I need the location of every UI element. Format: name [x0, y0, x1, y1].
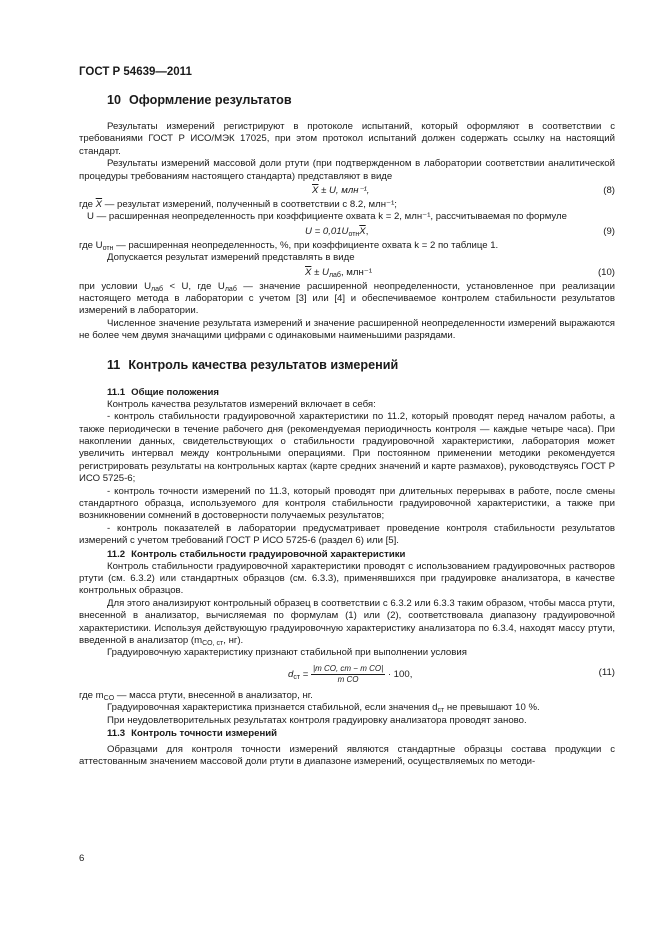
- paragraph: При неудовлетворительных результатах контроля градуировку анализатора проводят заново.: [107, 714, 527, 726]
- paragraph: Допускается результат измерений представлять в виде: [107, 252, 355, 264]
- fraction: [311, 664, 385, 685]
- formula-9: $U = 0,01U_{отн}\overline{X}$, (9): [305, 225, 615, 238]
- paragraph: Результаты измерений массовой доли ртути (при подтвержденном в лаборатории соответствии аналитической процедуры требованиям настоящего стандарта) представляют в виде: [79, 158, 615, 182]
- definition: где $\overline{X}$ — результат измерений, полученный в соответствии с 8.2, млн⁻¹;: [79, 199, 397, 211]
- paragraph: Градуировочная характеристика признается стабильной, если значения $d_{ст}$ не превышают 10 %.: [107, 702, 540, 715]
- formula-number: (9): [603, 225, 615, 237]
- subsection-11-1-heading: 11.1 Общие положения: [107, 386, 219, 398]
- definition: где $m_{CO}$ — масса ртути, внесенной в анализатор, нг.: [79, 689, 313, 702]
- formula-number: (8): [603, 185, 615, 197]
- fraction-numerator: |m CO, ст − m CO|: [313, 663, 384, 673]
- section-title: Оформление результатов: [129, 93, 292, 107]
- formula-8: [79, 183, 615, 199]
- paragraph: Для этого анализируют контрольный образец в соответствии с 6.3.2 или 6.3.3 таким образом, чтобы масса ртути, внесенной в анализатор, вычисляемая по формулам (1) или (2), соответствовала диапазону градуировочной характеристики. Используя действующую градуировочную характеристику анализатора по 6.3.4, находят массу ртути, введенной в анализатор ($m_{CO, ст}$, нг).: [79, 597, 615, 647]
- paragraph: Градуировочную характеристику признают стабильной при выполнении условия: [107, 647, 467, 659]
- paragraph: при условии $U_{лаб} < U$, где $U_{лаб}$ — значение расширенной неопределенности, установленное при реализации настоящего метода в лаборатории с учетом [3] или [4] и обеспечиваемое контролем стабильности результатов измерений в лаборатории.: [79, 280, 615, 317]
- list-item: - контроль показателей в лаборатории предусматривает проведение контроля стабильности результатов измерений с учетом требований ГОСТ Р ИСО 5725-6 (раздел 6) или [5].: [79, 522, 615, 547]
- section-10-heading: [107, 92, 615, 108]
- list-item: - контроль точности измерений по 11.3, который проводят при длительных перерывах в работе, после смены стандартного образца, используемого для контроля стабильности градуировочной характеристики, а также при возникновении сомнений в достоверности получаемых результатов;: [79, 485, 615, 522]
- definition: где $U_{отн}$ — расширенная неопределенность, %, при коэффициенте охвата k = 2 по таблице 1.: [79, 239, 499, 252]
- page-content: [79, 92, 615, 769]
- formula-body: ± U, млн⁻¹,: [318, 185, 370, 197]
- subsection-11-3-heading: 11.3 Контроль точности измерений: [107, 728, 278, 740]
- formula-var: $\overline{X}$: [312, 185, 319, 197]
- formula-10: $\overline{X} \pm U_{лаб}$, млн⁻¹ (10): [305, 266, 615, 279]
- section-number: 10: [107, 93, 122, 107]
- paragraph: Контроль стабильности градуировочной характеристики проводят с использованием градуировочных растворов ртути (см. 6.3.2) или стандартных образцов (см. 6.3.3), применявшихся при градуировке анализатора, в качестве контрольных образцов.: [79, 560, 615, 597]
- paragraph: Результаты измерений регистрируют в протоколе испытаний, который оформляют в соответствии с требованиями ГОСТ Р ИСО/МЭК 17025, при этом протокол испытаний должен содержать ссылку на настоящий стандарт.: [79, 121, 615, 157]
- fraction-denominator: m CO: [337, 674, 359, 684]
- paragraph: Контроль качества результатов измерений включает в себя:: [107, 398, 376, 410]
- formula-11: $d_{ст}$ = $\frac{\text{|m CO, ст − m CO|}}{\text{m CO}}$ · 100, (11): [288, 663, 615, 684]
- standard-header: ГОСТ Р 54639—2011: [79, 66, 192, 78]
- formula-number: (11): [598, 666, 615, 678]
- paragraph: Образцами для контроля точности измерений являются стандартные образцы состава продукции с аттестованным значением массовой доли ртути в диапазоне измерений, осуществляемых по методи-: [79, 744, 615, 768]
- subsection-11-2-heading: 11.2 Контроль стабильности градуировочной характеристики: [107, 548, 406, 560]
- section-number: 11: [107, 357, 121, 372]
- page-number: 6: [79, 853, 85, 864]
- section-title: Контроль качества результатов измерений: [128, 357, 399, 372]
- section-11-heading: [107, 357, 615, 373]
- list-item: - контроль стабильности градуировочной характеристики по 11.2, который проводят перед началом работы, а также периодически в течение рабочего дня (рекомендуемая периодичность контроля — каждые четыре часа). При накоплении данных, свидетельствующих о стабильности градуировочной характеристики, лаборатория может увеличить интервал между контрольными операциями. При постоянном применении методики рекомендуется регистрировать результаты на контрольных картах (карте средних значений и карте размахов), руководствуясь ГОСТ Р ИСО 5725-6;: [79, 411, 615, 485]
- paragraph: Численное значение результата измерений и значение расширенной неопределенности измерений выражаются не более чем двумя значащими цифрами с одинаковыми наименьшими разрядами.: [79, 317, 615, 342]
- formula-number: (10): [597, 266, 615, 278]
- definition: U — расширенная неопределенность при коэффициенте охвата k = 2, млн⁻¹, рассчитываемая по формуле: [87, 211, 567, 223]
